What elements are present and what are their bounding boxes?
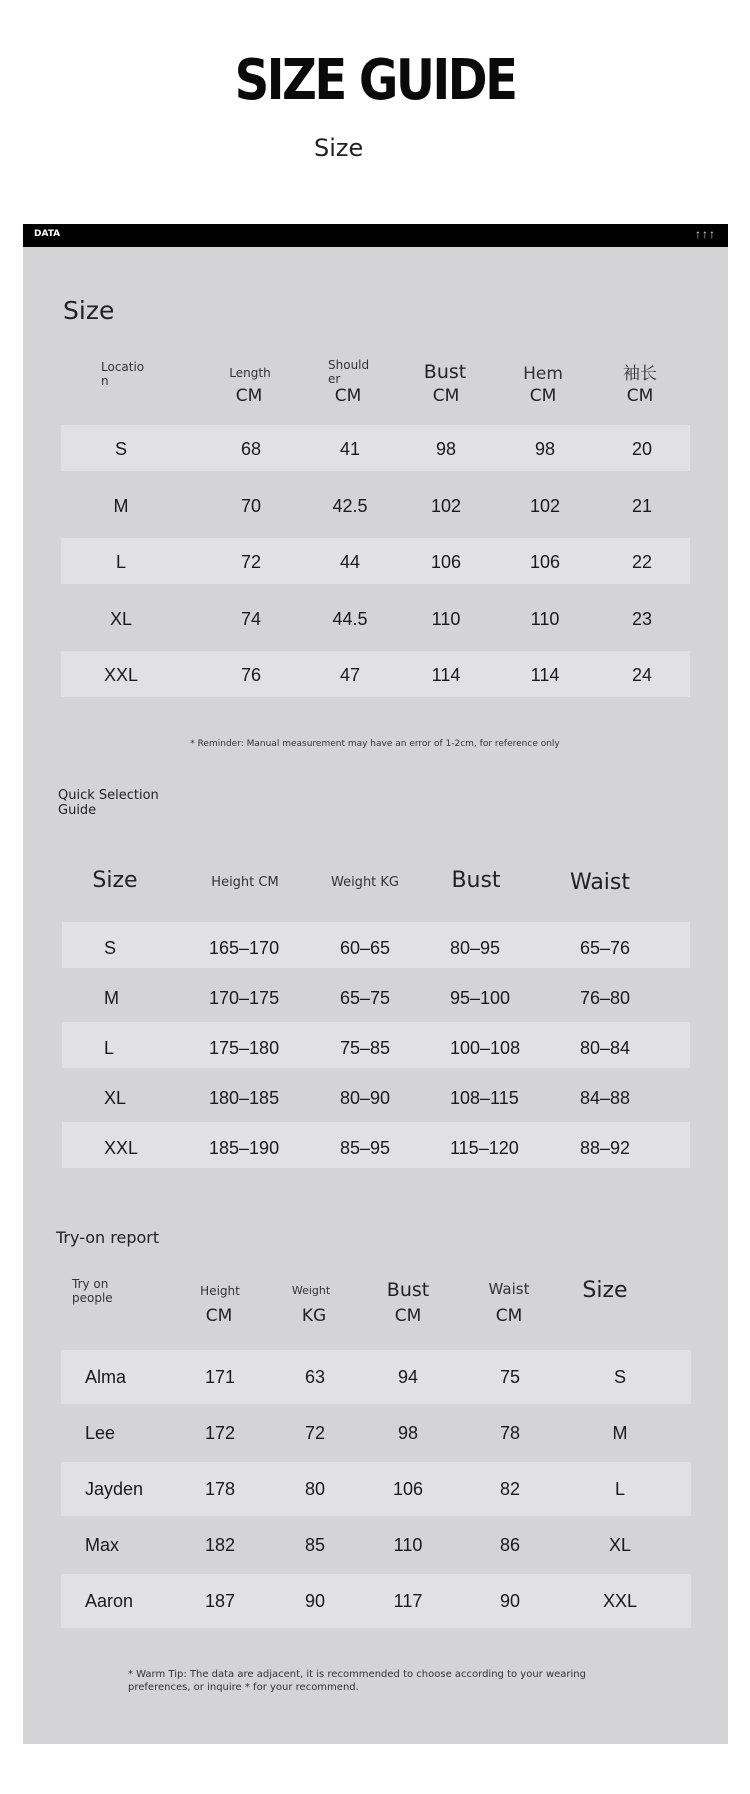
size-table-cell-shoulder: 47 [339, 665, 361, 685]
tryon-cell-waist: 78 [499, 1423, 521, 1443]
tryon-cell-height: 182 [204, 1535, 236, 1555]
quick-guide-cell-height: 175–180 [209, 1038, 280, 1058]
size-table-row-band [61, 538, 690, 584]
quick-guide-cell-bust: 95–100 [450, 988, 511, 1008]
tryon-cell-height: 187 [204, 1591, 236, 1611]
quick-guide-cell-bust: 115–120 [450, 1138, 519, 1158]
size-table-cell-size: S [114, 439, 128, 459]
size-table-unit-bust: CM [432, 386, 460, 406]
size-table-title: Size [63, 296, 115, 325]
tryon-cell-bust: 94 [397, 1367, 419, 1387]
size-table-header-sleeve: 袖长 [623, 364, 657, 384]
tryon-cell-name: Aaron [85, 1591, 134, 1611]
tryon-cell-bust: 106 [392, 1479, 424, 1499]
size-table-cell-bust: 106 [430, 552, 462, 572]
quick-guide-cell-waist: 80–84 [580, 1038, 631, 1058]
page-subtitle: Size [314, 134, 364, 162]
tryon-cell-height: 178 [204, 1479, 236, 1499]
size-table-cell-bust: 110 [431, 608, 461, 629]
size-table-cell-hem: 102 [529, 495, 561, 516]
size-table-header-length: Length [229, 366, 271, 380]
size-table-cell-sleeve: 20 [631, 439, 653, 459]
tryon-cell-weight: 85 [304, 1535, 326, 1555]
size-table-cell-hem: 110 [530, 608, 560, 629]
quick-guide-cell-height: 180–185 [209, 1088, 280, 1108]
quick-guide-cell-bust: 80–95 [450, 938, 501, 958]
size-table-cell-sleeve: 21 [631, 495, 653, 516]
size-table-cell-sleeve: 23 [631, 608, 653, 629]
tryon-cell-height: 172 [204, 1423, 236, 1443]
tryon-cell-weight: 80 [304, 1479, 326, 1499]
quick-guide-cell-bust: 100–108 [450, 1038, 521, 1058]
quick-guide-cell-weight: 65–75 [340, 988, 391, 1008]
tryon-row-band [61, 1574, 691, 1628]
tryon-cell-bust: 98 [397, 1423, 419, 1443]
size-table-cell-sleeve: 22 [631, 552, 653, 572]
tryon-unit-height: CM [205, 1306, 233, 1326]
size-table-cell-bust: 98 [435, 439, 457, 459]
tryon-cell-name: Alma [85, 1367, 127, 1387]
size-table-cell-shoulder: 44 [339, 552, 361, 572]
tryon-cell-waist: 75 [499, 1367, 521, 1387]
size-table-cell-size: XL [109, 608, 133, 629]
quick-guide-header-bust: Bust [451, 868, 501, 893]
tryon-unit-waist: CM [495, 1306, 523, 1326]
size-table-unit-hem: CM [529, 386, 557, 406]
size-table-header-shoulder: Shoulder [328, 358, 370, 386]
tryon-cell-size: L [614, 1479, 626, 1499]
size-table-cell-size: XXL [103, 665, 139, 685]
size-table-cell-length: 70 [240, 495, 262, 516]
tryon-header-bust: Bust [386, 1279, 430, 1301]
tryon-cell-name: Lee [85, 1423, 116, 1443]
tryon-cell-size: S [613, 1367, 627, 1387]
tryon-cell-waist: 86 [499, 1535, 521, 1555]
tryon-header-weight: Weight [291, 1284, 331, 1297]
tryon-header-waist: Waist [488, 1280, 530, 1298]
up-arrows-icon: ↑↑↑ [695, 227, 716, 241]
tryon-cell-waist: 82 [499, 1479, 521, 1499]
tryon-header-size: Size [582, 1278, 628, 1303]
size-table-cell-length: 74 [240, 608, 262, 629]
size-table-cell-shoulder: 41 [339, 439, 361, 459]
quick-guide-cell-waist: 65–76 [580, 938, 631, 958]
quick-guide-cell-size: M [104, 988, 119, 1008]
quick-guide-cell-size: L [104, 1038, 115, 1058]
size-table-cell-bust: 114 [431, 665, 461, 685]
tryon-cell-bust: 110 [393, 1535, 423, 1555]
quick-guide-cell-size: XXL [104, 1138, 139, 1158]
quick-guide-cell-waist: 88–92 [580, 1138, 631, 1158]
size-table-reminder: * Reminder: Manual measurement may have an error of 1-2cm, for reference only [190, 739, 560, 749]
tryon-cell-waist: 90 [499, 1591, 521, 1611]
quick-guide-cell-size: S [104, 938, 117, 958]
quick-guide-header-weight: Weight KG [330, 875, 400, 890]
quick-guide-cell-weight: 80–90 [340, 1088, 391, 1108]
tryon-cell-size: XL [608, 1535, 632, 1555]
size-table-cell-bust: 102 [430, 495, 462, 516]
size-table-row-band [61, 651, 690, 697]
quick-guide-cell-height: 170–175 [209, 988, 280, 1008]
tryon-row-band [61, 1350, 691, 1404]
quick-guide-cell-size: XL [104, 1088, 127, 1108]
tryon-header-height: Height [200, 1284, 240, 1298]
tryon-cell-weight: 63 [304, 1367, 326, 1387]
quick-guide-header-height: Height CM [211, 875, 279, 890]
size-table-cell-size: M [113, 495, 129, 516]
size-table-cell-hem: 98 [534, 439, 556, 459]
tryon-title: Try-on report [56, 1228, 160, 1247]
tryon-cell-name: Jayden [85, 1479, 144, 1499]
size-table-header-bust: Bust [423, 361, 467, 383]
data-tag: DATA [34, 229, 61, 239]
size-table-cell-hem: 114 [530, 665, 560, 685]
size-table-cell-length: 68 [240, 439, 262, 459]
tryon-cell-bust: 117 [393, 1591, 423, 1611]
quick-guide-cell-weight: 85–95 [340, 1138, 391, 1158]
size-table-cell-shoulder: 44.5 [332, 608, 368, 629]
size-table-unit-length: CM [235, 386, 263, 406]
size-table-unit-shoulder: CM [334, 386, 362, 406]
quick-guide-header-size: Size [92, 868, 138, 893]
size-table-cell-shoulder: 42.5 [332, 495, 368, 516]
tryon-unit-weight: KG [301, 1306, 327, 1326]
tryon-header-people: Try on people [72, 1277, 113, 1305]
quick-guide-cell-height: 165–170 [209, 938, 280, 958]
size-table-header-hem: Hem [523, 364, 563, 384]
tryon-cell-size: M [612, 1423, 628, 1443]
tryon-cell-name: Max [85, 1535, 120, 1555]
tryon-warm-tip: * Warm Tip: The data are adjacent, it is recommended to choose according to your wearing preferences, or inquire * for your recommend. [128, 1669, 586, 1693]
quick-guide-cell-height: 185–190 [209, 1138, 280, 1158]
page-title: SIZE GUIDE [234, 48, 516, 113]
data-bar [23, 224, 728, 247]
tryon-cell-weight: 72 [304, 1423, 326, 1443]
size-table-cell-size: L [115, 552, 127, 572]
tryon-cell-weight: 90 [304, 1591, 326, 1611]
size-table-cell-sleeve: 24 [631, 665, 653, 685]
size-table-cell-length: 72 [240, 552, 262, 572]
size-table-cell-length: 76 [240, 665, 262, 685]
quick-guide-title: Quick Selection Guide [58, 788, 159, 818]
quick-guide-cell-weight: 60–65 [340, 938, 391, 958]
quick-guide-header-waist: Waist [569, 870, 631, 895]
size-table-unit-sleeve: CM [626, 386, 654, 406]
tryon-unit-bust: CM [394, 1306, 422, 1326]
quick-guide-cell-waist: 76–80 [580, 988, 631, 1008]
size-table-cell-hem: 106 [529, 552, 561, 572]
tryon-cell-height: 171 [204, 1367, 236, 1387]
tryon-row-band [61, 1462, 691, 1516]
tryon-cell-size: XXL [602, 1591, 638, 1611]
quick-guide-cell-waist: 84–88 [580, 1088, 631, 1108]
quick-guide-cell-bust: 108–115 [450, 1088, 519, 1108]
size-table-header-location: Locatio n [101, 360, 145, 388]
size-table-row-band [61, 425, 690, 471]
quick-guide-cell-weight: 75–85 [340, 1038, 391, 1058]
